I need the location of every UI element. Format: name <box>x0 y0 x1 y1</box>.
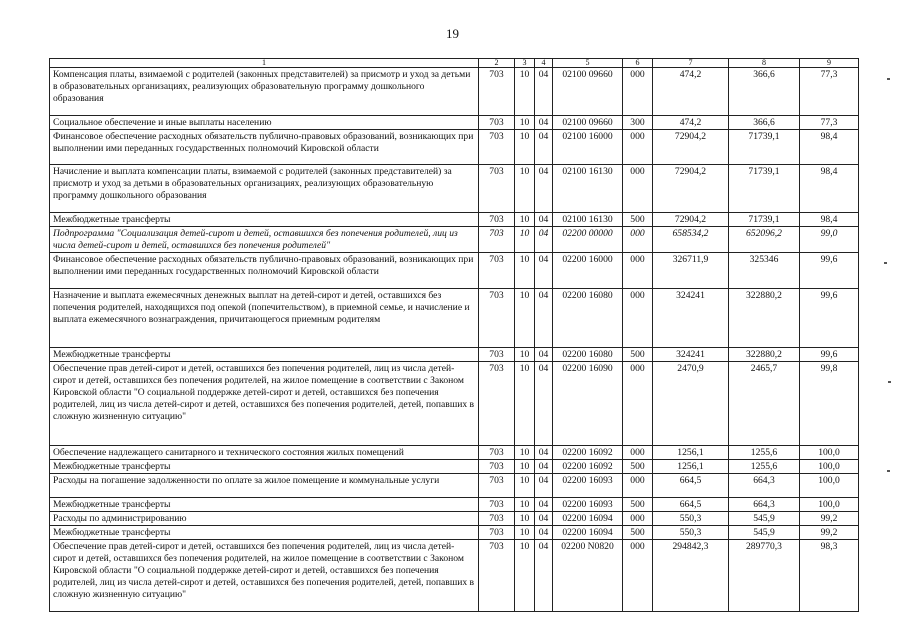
row-c9-cell: 77,3 <box>800 68 859 116</box>
row-c9-cell: 100,0 <box>800 474 859 498</box>
row-c9-cell: 98,4 <box>800 130 859 165</box>
row-c6-cell: 000 <box>623 474 653 498</box>
row-c3-cell: 10 <box>515 498 535 512</box>
row-c9-cell: 100,0 <box>800 446 859 460</box>
row-c3-cell: 10 <box>515 512 535 526</box>
row-c8-cell: 652096,2 <box>729 227 800 253</box>
page-number: 19 <box>446 26 459 41</box>
row-c6-cell: 500 <box>623 348 653 362</box>
table-row <box>50 498 859 512</box>
row-c9-cell: 99,0 <box>800 227 859 253</box>
row-c5-cell: 02200 16094 <box>553 526 623 540</box>
row-c9-cell: 99,2 <box>800 526 859 540</box>
row-c8-cell: 322880,2 <box>729 289 800 348</box>
row-c3-cell: 10 <box>515 253 535 289</box>
row-c8-cell: 325346 <box>729 253 800 289</box>
row-c8-cell: 1255,6 <box>729 460 800 474</box>
row-c6-cell: 000 <box>623 165 653 213</box>
row-c5-cell: 02200 16093 <box>553 498 623 512</box>
row-c8-cell: 2465,7 <box>729 362 800 446</box>
row-c3-cell: 10 <box>515 165 535 213</box>
table-header-row <box>50 59 859 68</box>
row-c8-cell: 71739,1 <box>729 165 800 213</box>
row-c9-cell: 98,4 <box>800 213 859 227</box>
row-c6-cell: 500 <box>623 213 653 227</box>
row-c2-cell: 703 <box>479 130 515 165</box>
row-c3-cell: 10 <box>515 116 535 130</box>
scan-mark <box>884 262 887 264</box>
row-c7-cell: 1256,1 <box>653 446 729 460</box>
table-row <box>50 348 859 362</box>
row-c7-cell: 664,5 <box>653 498 729 512</box>
row-name-cell: Межбюджетные трансферты <box>50 213 479 227</box>
row-c7-cell: 1256,1 <box>653 460 729 474</box>
table-row <box>50 362 859 446</box>
row-c5-cell: 02200 16080 <box>553 348 623 362</box>
table-row <box>50 460 859 474</box>
row-c3-cell: 10 <box>515 348 535 362</box>
scan-mark <box>887 78 890 80</box>
row-c7-cell: 324241 <box>653 289 729 348</box>
table-row <box>50 227 859 253</box>
row-c6-cell: 000 <box>623 512 653 526</box>
row-name-cell: Финансовое обеспечение расходных обязательств публично-правовых образований, возникающих при выполнении ими переданных государственных полномочий Кировской области <box>50 253 479 289</box>
row-c7-cell: 550,3 <box>653 526 729 540</box>
row-c4-cell: 04 <box>535 512 553 526</box>
table-row <box>50 289 859 348</box>
row-c9-cell: 100,0 <box>800 460 859 474</box>
header-cell: 3 <box>515 59 535 68</box>
row-c8-cell: 71739,1 <box>729 130 800 165</box>
row-c2-cell: 703 <box>479 474 515 498</box>
row-c7-cell: 72904,2 <box>653 130 729 165</box>
row-c4-cell: 04 <box>535 227 553 253</box>
row-c6-cell: 000 <box>623 130 653 165</box>
table-row <box>50 474 859 498</box>
row-c2-cell: 703 <box>479 446 515 460</box>
row-c5-cell: 02100 16130 <box>553 165 623 213</box>
row-c4-cell: 04 <box>535 460 553 474</box>
table-row <box>50 116 859 130</box>
row-name-cell: Расходы по администрированию <box>50 512 479 526</box>
row-c4-cell: 04 <box>535 253 553 289</box>
row-c7-cell: 72904,2 <box>653 165 729 213</box>
budget-table <box>49 58 859 612</box>
header-cell: 5 <box>553 59 623 68</box>
row-c8-cell: 664,3 <box>729 498 800 512</box>
row-c8-cell: 545,9 <box>729 526 800 540</box>
row-c4-cell: 04 <box>535 474 553 498</box>
row-c2-cell: 703 <box>479 116 515 130</box>
table-row <box>50 165 859 213</box>
row-c5-cell: 02200 16092 <box>553 446 623 460</box>
row-c8-cell: 1255,6 <box>729 446 800 460</box>
row-c9-cell: 98,4 <box>800 165 859 213</box>
row-c4-cell: 04 <box>535 446 553 460</box>
row-name-cell: Обеспечение надлежащего санитарного и технического состояния жилых помещений <box>50 446 479 460</box>
row-c9-cell: 100,0 <box>800 498 859 512</box>
table-row <box>50 213 859 227</box>
row-c3-cell: 10 <box>515 526 535 540</box>
row-name-cell: Социальное обеспечение и иные выплаты населению <box>50 116 479 130</box>
table-row <box>50 526 859 540</box>
row-name-cell: Межбюджетные трансферты <box>50 498 479 512</box>
row-c3-cell: 10 <box>515 540 535 612</box>
row-c2-cell: 703 <box>479 165 515 213</box>
row-c9-cell: 99,2 <box>800 512 859 526</box>
row-c5-cell: 02100 16000 <box>553 130 623 165</box>
row-c2-cell: 703 <box>479 498 515 512</box>
row-c2-cell: 703 <box>479 348 515 362</box>
header-cell: 8 <box>729 59 800 68</box>
row-c4-cell: 04 <box>535 362 553 446</box>
row-name-cell: Начисление и выплата компенсации платы, взимаемой с родителей (законных представителей) за присмотр и уход за детьми в образовательных организациях, реализующих образовательную программу дошкольного образования <box>50 165 479 213</box>
row-c6-cell: 000 <box>623 362 653 446</box>
row-c8-cell: 545,9 <box>729 512 800 526</box>
row-c4-cell: 04 <box>535 116 553 130</box>
row-c2-cell: 703 <box>479 526 515 540</box>
row-c4-cell: 04 <box>535 130 553 165</box>
row-c5-cell: 02200 16093 <box>553 474 623 498</box>
row-c2-cell: 703 <box>479 253 515 289</box>
header-cell: 6 <box>623 59 653 68</box>
row-c3-cell: 10 <box>515 460 535 474</box>
row-c4-cell: 04 <box>535 289 553 348</box>
row-c7-cell: 664,5 <box>653 474 729 498</box>
row-c3-cell: 10 <box>515 227 535 253</box>
row-name-cell: Обеспечение прав детей-сирот и детей, оставшихся без попечения родителей, лиц из числа детей-сирот и детей, оставшихся без попечения родителей, на жилое помещение в соответствии с Законом Кировской области "О социальной поддержке детей-сирот и детей, оставшихся без попечения родителей, лиц из числа детей-сирот и детей, оставшихся без попечения родителей, детей, попавших в сложную жизненную ситуацию" <box>50 540 479 612</box>
row-name-cell: Межбюджетные трансферты <box>50 460 479 474</box>
row-c6-cell: 500 <box>623 498 653 512</box>
row-c6-cell: 000 <box>623 446 653 460</box>
row-c5-cell: 02200 16090 <box>553 362 623 446</box>
row-c2-cell: 703 <box>479 540 515 612</box>
row-c9-cell: 99,6 <box>800 289 859 348</box>
row-c8-cell: 71739,1 <box>729 213 800 227</box>
header-cell: 7 <box>653 59 729 68</box>
row-c3-cell: 10 <box>515 68 535 116</box>
row-c4-cell: 04 <box>535 498 553 512</box>
row-c7-cell: 294842,3 <box>653 540 729 612</box>
row-c6-cell: 000 <box>623 68 653 116</box>
row-name-cell: Межбюджетные трансферты <box>50 526 479 540</box>
row-c3-cell: 10 <box>515 213 535 227</box>
row-c7-cell: 474,2 <box>653 116 729 130</box>
row-c2-cell: 703 <box>479 289 515 348</box>
table-row <box>50 68 859 116</box>
row-c2-cell: 703 <box>479 362 515 446</box>
row-c7-cell: 326711,9 <box>653 253 729 289</box>
row-c2-cell: 703 <box>479 213 515 227</box>
row-c9-cell: 77,3 <box>800 116 859 130</box>
row-c4-cell: 04 <box>535 213 553 227</box>
row-c3-cell: 10 <box>515 289 535 348</box>
row-c6-cell: 000 <box>623 253 653 289</box>
row-c7-cell: 2470,9 <box>653 362 729 446</box>
row-c5-cell: 02100 09660 <box>553 116 623 130</box>
row-c4-cell: 04 <box>535 68 553 116</box>
row-c8-cell: 664,3 <box>729 474 800 498</box>
row-c6-cell: 500 <box>623 526 653 540</box>
row-c5-cell: 02200 16080 <box>553 289 623 348</box>
row-c9-cell: 99,6 <box>800 348 859 362</box>
row-name-cell: Назначение и выплата ежемесячных денежных выплат на детей-сирот и детей, оставшихся без попечения родителей, находящихся под опекой (попечительством), в приемной семье, и начисление и выплата ежемесячного вознаграждения, причитающегося приемным родителям <box>50 289 479 348</box>
row-c5-cell: 02100 16130 <box>553 213 623 227</box>
row-name-cell: Подпрограмма "Социализация детей-сирот и детей, оставшихся без попечения родителей, лиц из числа детей-сирот и детей, оставшихся без попечения родителей" <box>50 227 479 253</box>
header-cell: 9 <box>800 59 859 68</box>
table-row <box>50 446 859 460</box>
row-c7-cell: 474,2 <box>653 68 729 116</box>
row-c8-cell: 289770,3 <box>729 540 800 612</box>
row-c2-cell: 703 <box>479 460 515 474</box>
row-c5-cell: 02200 16094 <box>553 512 623 526</box>
header-cell: 1 <box>50 59 479 68</box>
row-name-cell: Межбюджетные трансферты <box>50 348 479 362</box>
scan-mark <box>887 470 890 472</box>
row-c6-cell: 000 <box>623 289 653 348</box>
row-c3-cell: 10 <box>515 474 535 498</box>
row-c4-cell: 04 <box>535 165 553 213</box>
row-c4-cell: 04 <box>535 540 553 612</box>
row-c7-cell: 324241 <box>653 348 729 362</box>
row-c5-cell: 02200 16000 <box>553 253 623 289</box>
row-name-cell: Обеспечение прав детей-сирот и детей, оставшихся без попечения родителей, лиц из числа детей-сирот и детей, оставшихся без попечения родителей, на жилое помещение в соответствии с Законом Кировской области "О социальной поддержке детей-сирот и детей, оставшихся без попечения родителей, лиц из числа детей-сирот и детей, оставшихся без попечения родителей, детей, попавших в сложную жизненную ситуацию" <box>50 362 479 446</box>
row-c4-cell: 04 <box>535 348 553 362</box>
row-c2-cell: 703 <box>479 68 515 116</box>
scan-mark <box>888 381 891 383</box>
row-c9-cell: 99,6 <box>800 253 859 289</box>
row-c4-cell: 04 <box>535 526 553 540</box>
row-c8-cell: 322880,2 <box>729 348 800 362</box>
row-c9-cell: 99,8 <box>800 362 859 446</box>
row-name-cell: Расходы на погашение задолженности по оплате за жилое помещение и коммунальные услуги <box>50 474 479 498</box>
row-c5-cell: 02200 00000 <box>553 227 623 253</box>
row-name-cell: Финансовое обеспечение расходных обязательств публично-правовых образований, возникающих при выполнении ими переданных государственных полномочий Кировской области <box>50 130 479 165</box>
row-c9-cell: 98,3 <box>800 540 859 612</box>
row-c5-cell: 02200 16092 <box>553 460 623 474</box>
row-c6-cell: 000 <box>623 227 653 253</box>
table-row <box>50 253 859 289</box>
header-cell: 2 <box>479 59 515 68</box>
row-c2-cell: 703 <box>479 512 515 526</box>
header-cell: 4 <box>535 59 553 68</box>
row-c5-cell: 02100 09660 <box>553 68 623 116</box>
row-c3-cell: 10 <box>515 362 535 446</box>
row-c5-cell: 02200 N0820 <box>553 540 623 612</box>
row-c8-cell: 366,6 <box>729 68 800 116</box>
table-row <box>50 540 859 612</box>
row-name-cell: Компенсация платы, взимаемой с родителей (законных представителей) за присмотр и уход за детьми в образовательных организациях, реализующих образовательную программу дошкольного образования <box>50 68 479 116</box>
table-row <box>50 130 859 165</box>
row-c6-cell: 300 <box>623 116 653 130</box>
row-c3-cell: 10 <box>515 446 535 460</box>
table-body <box>50 68 859 612</box>
row-c2-cell: 703 <box>479 227 515 253</box>
row-c7-cell: 72904,2 <box>653 213 729 227</box>
row-c7-cell: 658534,2 <box>653 227 729 253</box>
row-c3-cell: 10 <box>515 130 535 165</box>
table-row <box>50 512 859 526</box>
row-c7-cell: 550,3 <box>653 512 729 526</box>
row-c6-cell: 500 <box>623 460 653 474</box>
row-c8-cell: 366,6 <box>729 116 800 130</box>
row-c6-cell: 000 <box>623 540 653 612</box>
